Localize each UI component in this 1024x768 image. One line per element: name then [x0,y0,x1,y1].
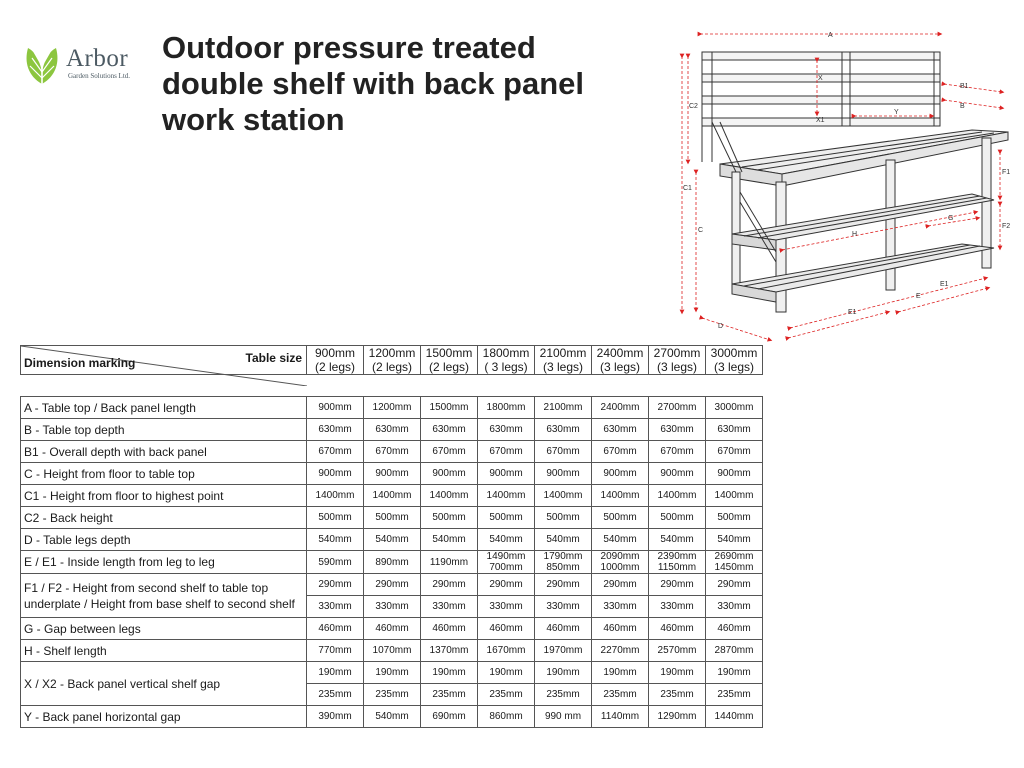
dim-label-e: E [916,293,921,300]
cell-value-e: 2390mm [657,551,697,562]
table-row [21,551,763,574]
size-label: 2400mm [596,346,644,360]
dim-label-f2: F2 [1002,223,1011,230]
cell-value-e1: 1000mm [600,562,640,573]
row-label-line2: underplate / Height from base shelf to second shelf [24,596,295,611]
cell-value: 290mm [706,574,763,596]
size-header [307,346,364,375]
cell-value: 2700mm [649,397,706,419]
row-label: A - Table top / Back panel length [21,397,307,419]
cell-value: 235mm [592,684,649,706]
brand-logo [22,42,152,92]
simple-rows [21,397,763,551]
cell-value: 190mm [421,662,478,684]
cell-value-e: 1790mm [543,551,583,562]
size-header [478,346,535,375]
row-label-line1: F1 / F2 - Height from second shelf to table top [24,580,269,595]
cell-value: 1400mm [421,485,478,507]
cell-value: 630mm [364,419,421,441]
cell-value: 1400mm [706,485,763,507]
cell-value: 190mm [592,662,649,684]
size-label: 1800mm [482,346,530,360]
cell-value: 330mm [535,596,592,618]
cell-value-e: 1190mm [429,556,469,568]
table-row [21,397,763,419]
cell-value: 670mm [535,441,592,463]
table-row [21,662,763,684]
cell-value: 330mm [364,596,421,618]
cell-value: 500mm [421,507,478,529]
cell-value: 3000mm [706,397,763,419]
table-row [21,706,763,728]
cell-value: 1370mm [421,640,478,662]
table-row [21,441,763,463]
cell-value: 630mm [706,419,763,441]
cell-value: 500mm [649,507,706,529]
cell-value: 235mm [421,684,478,706]
cell-value: 670mm [649,441,706,463]
cell-value: 540mm [535,529,592,551]
cell-value: 540mm [706,529,763,551]
cell-value: 290mm [364,574,421,596]
cell-value: 1400mm [478,485,535,507]
cell-value: 1400mm [535,485,592,507]
row-label: E / E1 - Inside length from leg to leg [21,551,307,574]
cell-value: 460mm [421,618,478,640]
size-header [592,346,649,375]
cell-value: 290mm [307,574,364,596]
cell-value: 1440mm [706,706,763,728]
cell-value: 2100mm [535,397,592,419]
cell-value: 670mm [307,441,364,463]
cell-value: 190mm [649,662,706,684]
size-header [706,346,763,375]
dim-label-g: G [948,215,954,222]
cell-value: 190mm [478,662,535,684]
cell-value: 990 mm [535,706,592,728]
cell-value: 1800mm [478,397,535,419]
cell-value: 290mm [649,574,706,596]
table-row [21,618,763,640]
cell-value: 900mm [649,463,706,485]
row-label: X / X2 - Back panel vertical shelf gap [21,662,307,706]
cell-value [478,551,535,574]
cell-value-e1: 850mm [546,562,580,573]
cell-value: 860mm [478,706,535,728]
cell-value: 330mm [307,596,364,618]
cell-value: 500mm [478,507,535,529]
cell-value: 670mm [364,441,421,463]
cell-value: 330mm [592,596,649,618]
size-label: 1500mm [425,346,473,360]
table-row [21,485,763,507]
logo-name: Arbor [66,45,129,72]
header-row [21,346,763,375]
cell-value-e: 890mm [375,556,409,568]
cell-value: 235mm [535,684,592,706]
dim-label-c2: C2 [689,103,698,110]
size-label: 2100mm [539,346,587,360]
dim-label-c1: C1 [683,185,692,192]
cell-value: 630mm [421,419,478,441]
cell-value: 900mm [478,463,535,485]
cell-value: 500mm [535,507,592,529]
legs-label: (2 legs) [371,360,412,374]
size-label: 900mm [314,346,355,360]
size-header [364,346,421,375]
cell-value-e1: 1450mm [714,562,754,573]
row-label: H - Shelf length [21,640,307,662]
logo-subtitle: Garden Solutions Ltd. [68,72,131,80]
cell-value: 460mm [649,618,706,640]
page-title: Outdoor pressure treated double shelf with back panel work station [162,30,585,137]
cell-value [592,551,649,574]
cell-value: 390mm [307,706,364,728]
cell-value [421,551,478,574]
cell-value: 670mm [421,441,478,463]
cell-value: 1400mm [364,485,421,507]
cell-value: 900mm [364,463,421,485]
cell-value: 330mm [706,596,763,618]
cell-value: 1140mm [592,706,649,728]
legs-label: ( 3 legs) [484,360,528,374]
cell-value-e: 2090mm [600,551,640,562]
dim-label-h: H [852,231,858,238]
cell-value: 540mm [649,529,706,551]
row-label: B - Table top depth [21,419,307,441]
cell-value: 670mm [706,441,763,463]
dim-label-b1: B1 [960,83,969,90]
spec-table [20,345,763,728]
cell-value: 290mm [592,574,649,596]
cell-value: 900mm [592,463,649,485]
cell-value: 330mm [478,596,535,618]
size-header [649,346,706,375]
cell-value: 330mm [421,596,478,618]
header-table-size: Table size [245,351,302,365]
table-row [21,640,763,662]
dim-label-d: D [718,323,724,330]
legs-label: (3 legs) [542,360,583,374]
cell-value: 235mm [478,684,535,706]
cell-value: 190mm [535,662,592,684]
cell-value: 460mm [535,618,592,640]
dim-label-a: A [828,32,833,39]
table-row [21,419,763,441]
dim-label-y: Y [894,109,899,116]
cell-value: 235mm [706,684,763,706]
dim-label-e1-left: E1 [848,309,857,316]
workstation-drawing [672,22,1014,342]
cell-value: 500mm [307,507,364,529]
dim-label-c: C [698,227,704,234]
dim-label-e1-right: E1 [940,281,949,288]
row-label [21,574,307,618]
size-label: 1200mm [368,346,416,360]
cell-value: 190mm [307,662,364,684]
cell-value-e: 590mm [318,556,352,568]
cell-value: 1070mm [364,640,421,662]
cell-value: 900mm [706,463,763,485]
header-corner-cell [21,346,307,375]
size-label: 3000mm [710,346,758,360]
cell-value: 540mm [478,529,535,551]
cell-value [364,551,421,574]
complex-rows [21,551,763,728]
cell-value: 1290mm [649,706,706,728]
cell-value: 460mm [307,618,364,640]
row-label: G - Gap between legs [21,618,307,640]
size-header [421,346,478,375]
cell-value: 290mm [535,574,592,596]
cell-value: 2570mm [649,640,706,662]
table-row [21,529,763,551]
cell-value: 460mm [592,618,649,640]
cell-value-e1: 700mm [489,562,523,573]
cell-value: 540mm [421,529,478,551]
row-label: C1 - Height from floor to highest point [21,485,307,507]
cell-value-e: 1490mm [486,551,526,562]
cell-value: 1400mm [592,485,649,507]
cell-value: 330mm [649,596,706,618]
cell-value [307,551,364,574]
cell-value-e1: 1150mm [657,562,697,573]
cell-value: 630mm [478,419,535,441]
cell-value: 900mm [421,463,478,485]
cell-value: 2400mm [592,397,649,419]
cell-value [649,551,706,574]
cell-value: 1670mm [478,640,535,662]
cell-value: 670mm [592,441,649,463]
cell-value: 500mm [364,507,421,529]
cell-value: 540mm [364,529,421,551]
cell-value: 290mm [421,574,478,596]
cell-value: 1400mm [307,485,364,507]
cell-value: 770mm [307,640,364,662]
cell-value: 235mm [364,684,421,706]
leaf-logo-icon [22,42,62,86]
dim-label-b: B [960,103,965,110]
spec-table-wrapper [20,345,763,728]
table-row [21,507,763,529]
cell-value: 2870mm [706,640,763,662]
legs-label: (3 legs) [713,360,754,374]
dim-label-x: X [818,75,823,82]
dim-label-x1: X1 [816,117,825,124]
header-dimension-marking: Dimension marking [24,356,136,370]
cell-value: 690mm [421,706,478,728]
cell-value: 460mm [706,618,763,640]
cell-value: 630mm [649,419,706,441]
cell-value: 290mm [478,574,535,596]
cell-value: 630mm [592,419,649,441]
cell-value [535,551,592,574]
cell-value: 540mm [364,706,421,728]
cell-value: 1970mm [535,640,592,662]
cell-value [706,551,763,574]
legs-label: (2 legs) [428,360,469,374]
cell-value: 2270mm [592,640,649,662]
row-label: Y - Back panel horizontal gap [21,706,307,728]
cell-value: 1500mm [421,397,478,419]
row-label: C2 - Back height [21,507,307,529]
cell-value: 190mm [364,662,421,684]
legs-label: (2 legs) [314,360,355,374]
table-row [21,574,763,596]
row-label: D - Table legs depth [21,529,307,551]
cell-value: 630mm [535,419,592,441]
cell-value: 1400mm [649,485,706,507]
cell-value: 500mm [592,507,649,529]
table-row [21,463,763,485]
cell-value: 235mm [307,684,364,706]
cell-value: 235mm [649,684,706,706]
cell-value-e: 2690mm [714,551,754,562]
size-label: 2700mm [653,346,701,360]
cell-value: 670mm [478,441,535,463]
cell-value: 190mm [706,662,763,684]
cell-value: 500mm [706,507,763,529]
size-header [535,346,592,375]
legs-label: (3 legs) [656,360,697,374]
cell-value: 900mm [535,463,592,485]
cell-value: 460mm [478,618,535,640]
cell-value: 1200mm [364,397,421,419]
dim-label-f1: F1 [1002,169,1011,176]
cell-value: 630mm [307,419,364,441]
cell-value: 540mm [307,529,364,551]
legs-label: (3 legs) [599,360,640,374]
cell-value: 900mm [307,463,364,485]
row-label: C - Height from floor to table top [21,463,307,485]
row-label: B1 - Overall depth with back panel [21,441,307,463]
cell-value: 540mm [592,529,649,551]
cell-value: 460mm [364,618,421,640]
cell-value: 900mm [307,397,364,419]
